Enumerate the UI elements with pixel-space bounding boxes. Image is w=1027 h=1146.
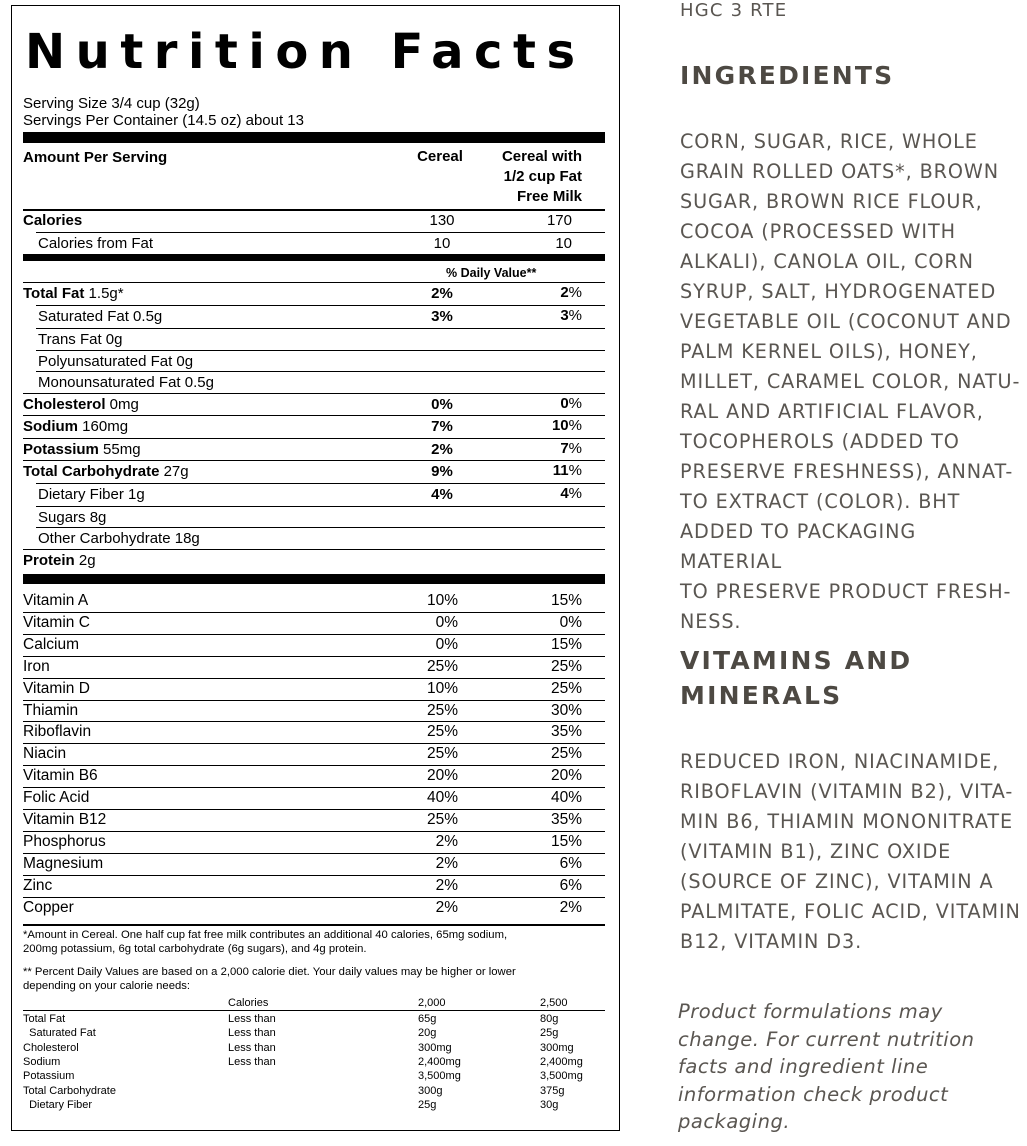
col-milk-header-2: 1/2 cup Fat bbox=[503, 168, 582, 185]
nutrient-dv-milk-value: 0 bbox=[560, 395, 569, 412]
nutrient-dv-milk bbox=[494, 307, 582, 325]
dv-table-2500: 300mg bbox=[540, 1042, 574, 1054]
nutrient-label bbox=[38, 530, 200, 548]
footnote-amount-line2: 200mg potassium, 6g total carbohydrate (6g sugars), and 4g protein. bbox=[23, 943, 367, 955]
nutrient-amount: 2g bbox=[74, 552, 96, 569]
ingredients-heading: INGREDIENTS bbox=[680, 61, 895, 90]
calories-milk: 170 bbox=[546, 212, 572, 229]
nutrient-dv-milk-value: 3 bbox=[560, 307, 569, 324]
vitamin-dv-milk: 15% bbox=[550, 592, 582, 609]
col-milk-header-1: Cereal with bbox=[501, 148, 582, 165]
nutrient-label bbox=[23, 418, 128, 436]
vitamin-name: Vitamin D bbox=[23, 680, 90, 697]
nutrient-dv-cereal: 7% bbox=[431, 418, 453, 435]
nutrient-dv-milk bbox=[494, 440, 582, 458]
nutrient-name: Monounsaturated Fat 0.5g bbox=[38, 374, 214, 391]
vitamin-dv-milk: 6% bbox=[559, 877, 582, 894]
nutrient-label bbox=[38, 509, 106, 527]
nutrient-label bbox=[23, 552, 96, 570]
dv-table-2000: 25g bbox=[418, 1099, 437, 1111]
divider bbox=[23, 656, 605, 657]
percent-sign: % bbox=[568, 485, 582, 502]
vitamin-dv-cereal: 2% bbox=[435, 855, 458, 872]
vitamins-heading-line1: VITAMINS AND bbox=[680, 646, 913, 675]
amount-per-serving-label: Amount Per Serving bbox=[23, 149, 168, 166]
divider bbox=[36, 328, 605, 329]
vitamin-name: Phosphorus bbox=[23, 833, 106, 850]
nutrient-label bbox=[38, 331, 122, 349]
nutrient-dv-cereal: 3% bbox=[431, 308, 453, 325]
col-milk-header-3: Free Milk bbox=[516, 188, 582, 205]
divider bbox=[23, 438, 605, 439]
nutrient-name: Trans Fat 0g bbox=[38, 331, 123, 348]
vitamin-dv-cereal: 40% bbox=[426, 789, 458, 806]
nutrient-label bbox=[23, 463, 189, 481]
divider bbox=[36, 506, 605, 507]
dv-table-header-calories: Calories bbox=[228, 997, 269, 1009]
daily-value-header: % Daily Value** bbox=[446, 266, 537, 280]
divider bbox=[23, 875, 605, 876]
vitamin-dv-cereal: 25% bbox=[426, 811, 458, 828]
nutrient-name: Total Carbohydrate bbox=[23, 463, 160, 480]
vitamin-name: Vitamin A bbox=[23, 592, 89, 609]
percent-sign: % bbox=[568, 284, 582, 301]
divider bbox=[23, 787, 605, 788]
vitamin-dv-milk: 40% bbox=[550, 789, 582, 806]
vitamin-name: Copper bbox=[23, 899, 74, 916]
divider bbox=[23, 924, 605, 926]
nutrient-amount: 160mg bbox=[78, 418, 129, 435]
dv-table-header-2500: 2,500 bbox=[540, 997, 568, 1009]
dv-table-2500: 80g bbox=[540, 1013, 559, 1025]
dv-table-nutrient: Cholesterol bbox=[23, 1042, 79, 1054]
nutrient-amount: 1.5g* bbox=[84, 285, 124, 302]
divider bbox=[23, 765, 605, 766]
vitamin-dv-cereal: 25% bbox=[426, 723, 458, 740]
footnote-dv-line2: depending on your calorie needs: bbox=[23, 980, 191, 992]
vitamin-dv-milk: 15% bbox=[550, 636, 582, 653]
vitamin-dv-milk: 35% bbox=[550, 723, 582, 740]
nutrient-label bbox=[23, 441, 141, 459]
percent-sign: % bbox=[568, 395, 582, 412]
divider bbox=[23, 743, 605, 744]
nutrition-facts-panel bbox=[11, 5, 620, 1131]
nutrient-name: Other Carbohydrate 18g bbox=[38, 530, 200, 547]
vitamin-dv-cereal: 25% bbox=[426, 658, 458, 675]
nutrient-dv-cereal: 0% bbox=[431, 396, 453, 413]
divider bbox=[23, 415, 605, 416]
dv-table-nutrient: Sodium bbox=[23, 1056, 61, 1068]
nutrient-amount: 55mg bbox=[98, 441, 141, 458]
nutrient-label bbox=[38, 374, 214, 392]
nutrient-dv-cereal: 2% bbox=[431, 285, 453, 302]
nutrition-title: Nutrition Facts bbox=[25, 24, 586, 80]
dv-table-nutrient: Dietary Fiber bbox=[23, 1099, 93, 1111]
dv-table-2000: 2,400mg bbox=[418, 1056, 461, 1068]
vitamin-dv-cereal: 2% bbox=[435, 877, 458, 894]
nutrient-dv-milk-value: 7 bbox=[560, 440, 569, 457]
vitamin-dv-cereal: 10% bbox=[426, 592, 458, 609]
divider bbox=[36, 350, 605, 351]
nutrient-dv-cereal: 9% bbox=[431, 463, 453, 480]
nutrient-dv-milk bbox=[494, 395, 582, 413]
divider bbox=[23, 831, 605, 832]
vitamin-name: Folic Acid bbox=[23, 789, 90, 806]
divider bbox=[23, 700, 605, 701]
nutrient-label bbox=[38, 486, 145, 504]
divider bbox=[23, 549, 605, 550]
thick-divider bbox=[23, 574, 605, 584]
ingredients-text: CORN, SUGAR, RICE, WHOLE GRAIN ROLLED OATS*, BROWN SUGAR, BROWN RICE FLOUR, COCOA (PROCESSED WITH ALKALI), CANOLA OIL, CORN SYRUP, SALT, HYDROGENATED VEGETABLE OIL (COCONUT AND PALM KERNEL OILS), HONEY, MILLET, CARAMEL COLOR, NATU- RAL AND ARTIFICIAL FLAVOR, TOCOPHEROLS (ADDED TO PRESERVE FRESHNESS), ANNAT- TO EXTRACT (COLOR). BHT ADDED TO PACKAGING MATERIAL TO PRESERVE PRODUCT FRESH- NESS. bbox=[680, 130, 1021, 633]
vitamin-name: Vitamin C bbox=[23, 614, 90, 631]
nutrient-dv-milk bbox=[494, 485, 582, 503]
nutrient-label bbox=[38, 353, 193, 371]
nutrient-dv-milk-value: 10 bbox=[551, 417, 569, 434]
vitamins-heading-line2: MINERALS bbox=[680, 681, 843, 710]
divider bbox=[23, 634, 605, 635]
vitamin-name: Iron bbox=[23, 658, 50, 675]
dv-table-nutrient: Total Fat bbox=[23, 1013, 66, 1025]
vitamin-dv-cereal: 0% bbox=[435, 636, 458, 653]
nutrient-name: Cholesterol bbox=[23, 396, 106, 413]
dv-table-2500: 25g bbox=[540, 1027, 559, 1039]
vitamin-dv-milk: 25% bbox=[550, 680, 582, 697]
dv-table-2500: 2,400mg bbox=[540, 1056, 583, 1068]
nutrient-dv-cereal: 4% bbox=[431, 486, 453, 503]
dv-table-2000: 3,500mg bbox=[418, 1070, 461, 1082]
vitamin-dv-cereal: 2% bbox=[435, 899, 458, 916]
divider bbox=[23, 393, 605, 394]
footnote-amount-line1: *Amount in Cereal. One half cup fat free milk contributes an additional 40 calories, 65mg sodium, bbox=[23, 929, 508, 941]
serving-size: Serving Size 3/4 cup (32g) bbox=[23, 95, 200, 112]
calories-label: Calories bbox=[23, 212, 83, 229]
nutrient-name: Total Fat bbox=[23, 285, 85, 302]
divider bbox=[36, 483, 605, 484]
formulation-disclaimer: Product formulations may change. For current nutrition facts and ingredient line information check product packaging. bbox=[678, 1000, 975, 1133]
dv-table-header-2000: 2,000 bbox=[418, 997, 446, 1009]
percent-sign: % bbox=[568, 307, 582, 324]
vitamin-dv-cereal: 0% bbox=[435, 614, 458, 631]
nutrient-dv-milk bbox=[494, 417, 582, 435]
vitamin-name: Vitamin B12 bbox=[23, 811, 107, 828]
nutrient-name: Protein bbox=[23, 552, 75, 569]
nutrient-dv-milk bbox=[494, 462, 582, 480]
nutrient-name: Saturated Fat 0.5g bbox=[38, 308, 163, 325]
dv-table-2000: 20g bbox=[418, 1027, 437, 1039]
thick-divider bbox=[23, 132, 605, 143]
dv-table-2500: 30g bbox=[540, 1099, 559, 1111]
vitamin-dv-cereal: 20% bbox=[426, 767, 458, 784]
dv-table-2000: 300g bbox=[418, 1085, 443, 1097]
nutrient-name: Sugars 8g bbox=[38, 509, 107, 526]
nutrient-dv-milk-value: 4 bbox=[560, 485, 569, 502]
calories-from-fat-cereal: 10 bbox=[433, 235, 451, 252]
divider bbox=[23, 612, 605, 613]
divider bbox=[36, 527, 605, 528]
divider bbox=[23, 721, 605, 722]
vitamin-name: Zinc bbox=[23, 877, 53, 894]
dv-table-nutrient: Total Carbohydrate bbox=[23, 1085, 116, 1097]
vitamin-name: Riboflavin bbox=[23, 723, 92, 740]
vitamin-dv-cereal: 25% bbox=[426, 702, 458, 719]
product-code: HGC 3 RTE bbox=[680, 0, 788, 21]
nutrient-dv-cereal: 2% bbox=[431, 441, 453, 458]
vitamin-name: Vitamin B6 bbox=[23, 767, 98, 784]
dv-table-2000: 300mg bbox=[418, 1042, 452, 1054]
nutrient-name: Polyunsaturated Fat 0g bbox=[38, 353, 194, 370]
divider bbox=[36, 232, 605, 233]
nutrient-name: Potassium bbox=[23, 441, 99, 458]
divider bbox=[23, 282, 605, 283]
vitamin-dv-milk: 2% bbox=[559, 899, 582, 916]
vitamin-name: Magnesium bbox=[23, 855, 104, 872]
col-cereal-header: Cereal bbox=[417, 148, 463, 165]
nutrient-name: Dietary Fiber 1g bbox=[38, 486, 145, 503]
divider bbox=[36, 371, 605, 372]
footnote-dv-line1: ** Percent Daily Values are based on a 2,000 calorie diet. Your daily values may be higher or lower bbox=[23, 966, 516, 978]
vitamin-dv-milk: 0% bbox=[559, 614, 582, 631]
nutrient-dv-milk bbox=[494, 284, 582, 302]
dv-table-qualifier: Less than bbox=[228, 1013, 276, 1025]
divider bbox=[23, 209, 605, 211]
vitamins-text: REDUCED IRON, NIACINAMIDE, RIBOFLAVIN (VITAMIN B2), VITA- MIN B6, THIAMIN MONONITRATE (VITAMIN B1), ZINC OXIDE (SOURCE OF ZINC), VITAMIN A PALMITATE, FOLIC ACID, VITAMIN B12, VITAMIN D3. bbox=[680, 750, 1021, 953]
calories-cereal: 130 bbox=[429, 212, 455, 229]
dv-table-qualifier: Less than bbox=[228, 1056, 276, 1068]
vitamin-dv-milk: 20% bbox=[550, 767, 582, 784]
nutrient-name: Sodium bbox=[23, 418, 78, 435]
dv-table-2500: 375g bbox=[540, 1085, 565, 1097]
percent-sign: % bbox=[568, 440, 582, 457]
vitamin-dv-milk: 35% bbox=[550, 811, 582, 828]
dv-table-qualifier: Less than bbox=[228, 1027, 276, 1039]
vitamin-name: Calcium bbox=[23, 636, 79, 653]
divider bbox=[23, 460, 605, 461]
calories-from-fat-milk: 10 bbox=[555, 235, 572, 252]
servings-per-container: Servings Per Container (14.5 oz) about 13 bbox=[23, 112, 304, 129]
vitamin-dv-milk: 25% bbox=[550, 658, 582, 675]
dv-table-qualifier: Less than bbox=[228, 1042, 276, 1054]
divider bbox=[23, 897, 605, 898]
vitamin-dv-milk: 30% bbox=[550, 702, 582, 719]
dv-table-nutrient: Potassium bbox=[23, 1070, 75, 1082]
vitamin-dv-milk: 6% bbox=[559, 855, 582, 872]
dv-table-2000: 65g bbox=[418, 1013, 437, 1025]
nutrient-dv-milk-value: 11 bbox=[552, 462, 569, 479]
vitamin-dv-milk: 15% bbox=[550, 833, 582, 850]
vitamin-name: Thiamin bbox=[23, 702, 79, 719]
nutrient-label bbox=[23, 285, 124, 303]
nutrient-dv-milk-value: 2 bbox=[560, 284, 569, 301]
divider bbox=[23, 809, 605, 810]
divider bbox=[23, 1010, 605, 1011]
divider bbox=[36, 305, 605, 306]
medium-divider bbox=[23, 254, 605, 261]
vitamin-dv-cereal: 2% bbox=[435, 833, 458, 850]
vitamin-name: Niacin bbox=[23, 745, 67, 762]
dv-table-nutrient: Saturated Fat bbox=[23, 1027, 96, 1039]
calories-from-fat-label: Calories from Fat bbox=[38, 235, 154, 252]
divider bbox=[23, 678, 605, 679]
nutrient-amount: 27g bbox=[159, 463, 189, 480]
nutrient-label bbox=[38, 308, 162, 326]
vitamin-dv-cereal: 10% bbox=[426, 680, 458, 697]
percent-sign: % bbox=[568, 462, 582, 479]
dv-table-2500: 3,500mg bbox=[540, 1070, 583, 1082]
divider bbox=[23, 853, 605, 854]
vitamin-dv-milk: 25% bbox=[550, 745, 582, 762]
percent-sign: % bbox=[568, 417, 582, 434]
nutrient-label bbox=[23, 396, 139, 414]
nutrient-amount: 0mg bbox=[105, 396, 139, 413]
vitamin-dv-cereal: 25% bbox=[426, 745, 458, 762]
